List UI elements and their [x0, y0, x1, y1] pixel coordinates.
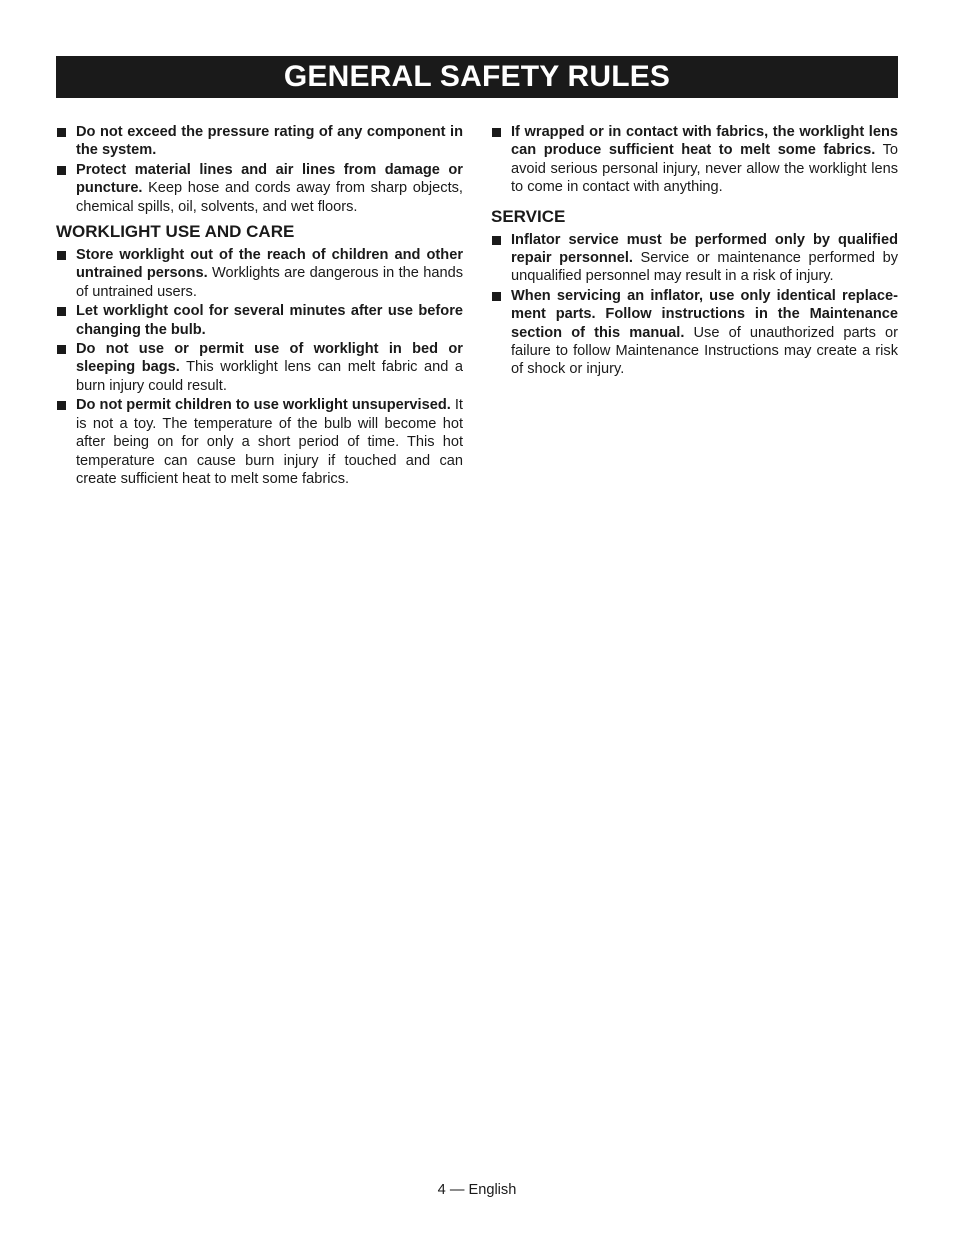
- rule-bold: If wrapped or in contact with fabrics, the worklight lens can produce sufficient heat to melt some fabrics.: [511, 124, 898, 159]
- list-item: [491, 287, 898, 379]
- page-title: GENERAL SAFETY RULES: [283, 60, 671, 93]
- list-item: [56, 396, 463, 488]
- square-bullet-icon: [57, 401, 66, 410]
- page-footer: 4 — English: [437, 1182, 517, 1198]
- square-bullet-icon: [57, 345, 66, 354]
- square-bullet-icon: [57, 251, 66, 260]
- rule-bold: Do not exceed the pressure rating of any component in the system.: [76, 124, 463, 159]
- left-column: [56, 123, 463, 489]
- list-item: [491, 231, 898, 286]
- rule-bold: Do not permit children to use worklight unsupervised.: [76, 397, 451, 414]
- right-column: [491, 123, 898, 380]
- square-bullet-icon: [492, 236, 501, 245]
- title-banner: [56, 56, 898, 98]
- section-heading-service: SERVICE: [491, 206, 566, 226]
- square-bullet-icon: [492, 292, 501, 301]
- list-item: [491, 123, 898, 197]
- list-item: [56, 123, 463, 160]
- rule-text: Keep hose and cords away from sharp objects, chemical spills, oil, solvents, and wet floors.: [76, 180, 463, 215]
- rule-text: Service or maintenance performed by unqualified personnel may result in a risk of injury.: [511, 250, 898, 285]
- square-bullet-icon: [57, 307, 66, 316]
- list-item: [56, 302, 463, 339]
- rule-text: This worklight lens can melt fabric and a burn injury could result.: [76, 359, 464, 394]
- list-item: [56, 161, 463, 216]
- service-list: [491, 231, 898, 379]
- list-item: [56, 340, 463, 395]
- rule-text: It is not a toy. The temperature of the bulb will become hot after being on for only a short period of time. This hot temperature can cause burn injury if touched and can create sufficient heat to melt some fabrics.: [76, 397, 463, 487]
- intro-list-right: [491, 123, 898, 197]
- rule-text: Use of unauthorized parts or failure to follow Maintenance Instructions may create a risk of shock or injury.: [511, 324, 898, 378]
- rule-bold: Let worklight cool for several minutes after use before changing the bulb.: [76, 303, 463, 338]
- rule-bold: Do not use or permit use of worklight in bed or sleeping bags.: [76, 341, 463, 376]
- rule-text: To avoid serious personal injury, never allow the worklight lens to come in contact with anything.: [511, 142, 898, 196]
- rule-bold: Inflator service must be performed only by qualified repair personnel.: [511, 231, 898, 267]
- intro-list-left: [56, 123, 463, 216]
- list-item: [56, 246, 463, 301]
- section-heading-worklight: WORKLIGHT USE AND CARE: [56, 222, 295, 242]
- rule-text: Worklights are dangerous in the hands of untrained users.: [76, 265, 463, 300]
- square-bullet-icon: [492, 128, 501, 137]
- rule-bold: Store worklight out of the reach of children and other untrained persons.: [76, 247, 463, 282]
- rule-bold: Protect material lines and air lines from damage or puncture.: [76, 161, 463, 197]
- worklight-list: [56, 246, 463, 488]
- rule-bold: When servicing an inflator, use only identical replace-ment parts. Follow instructions in the Maintenance section of this manual.: [511, 287, 898, 341]
- square-bullet-icon: [57, 166, 66, 175]
- square-bullet-icon: [57, 128, 66, 137]
